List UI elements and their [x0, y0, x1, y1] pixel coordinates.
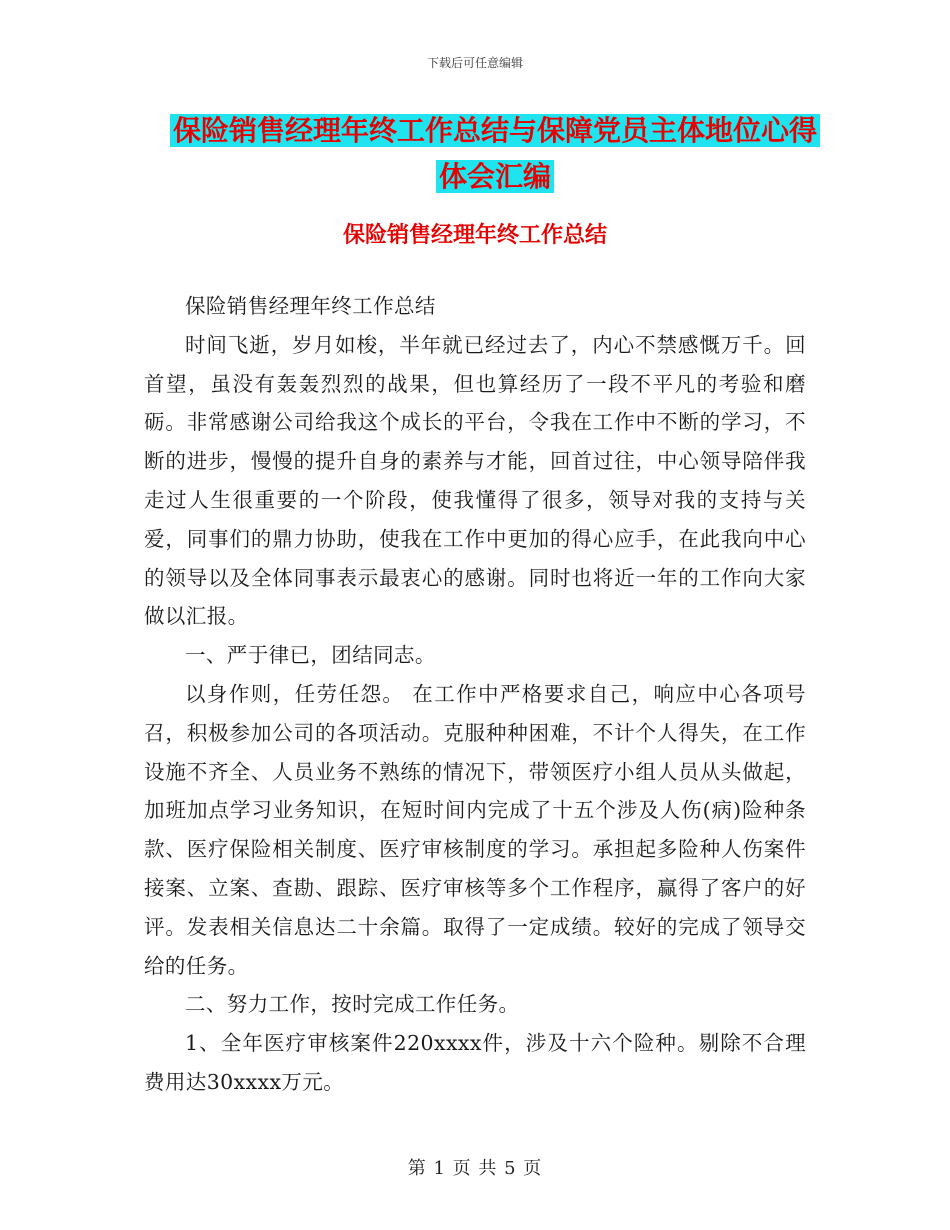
- paragraph: 一、严于律已，团结同志。: [185, 643, 436, 668]
- paragraph: 1、全年医疗审核案件220xxxx件，涉及十六个险种。剔除不合理费用达30xxxx万元。: [144, 1031, 806, 1094]
- header-note: 下载后可任意编辑: [426, 56, 523, 70]
- paragraph: 以身作则，任劳任怨。 在工作中严格要求自己，响应中心各项号召，积极参加公司的各项活动。克服种种困难，不计个人得失，在工作设施不齐全、人员业务不熟练的情况下，带领医疗小组人员从头做起，加班加点学习业务知识，在短时间内完成了十五个涉及人伤(病)险种条款、医疗保险相关制度、医疗审核制度的学习。承担起多险种人伤案件接案、立案、查勘、跟踪、医疗审核等多个工作程序，赢得了客户的好评。发表相关信息达二十余篇。取得了一定成绩。较好的完成了领导交给的任务。: [144, 681, 806, 978]
- document-title-line-2: 体会汇编: [436, 160, 554, 193]
- paragraph: 二、努力工作，按时完成工作任务。: [185, 992, 520, 1017]
- document-title: [145, 108, 845, 200]
- paragraph: 保险销售经理年终工作总结: [185, 294, 436, 318]
- page-number: 第 1 页 共 5 页: [407, 1158, 543, 1179]
- document-body: [144, 287, 806, 1102]
- document-title-line-1: 保险销售经理年终工作总结与保障党员主体地位心得: [170, 114, 820, 147]
- paragraph: 时间飞逝，岁月如梭，半年就已经过去了，内心不禁感慨万千。回首望，虽没有轰轰烈烈的战果，但也算经历了一段不平凡的考验和磨砺。非常感谢公司给我这个成长的平台，令我在工作中不断的学习，不断的进步，慢慢的提升自身的素养与才能，回首过往，中心领导陪伴我走过人生很重要的一个阶段，使我懂得了很多，领导对我的支持与关爱，同事们的鼎力协助，使我在工作中更加的得心应手，在此我向中心的领导以及全体同事表示最衷心的感谢。同时也将近一年的工作向大家做以汇报。: [144, 332, 806, 629]
- section-title: 保险销售经理年终工作总结: [342, 223, 607, 248]
